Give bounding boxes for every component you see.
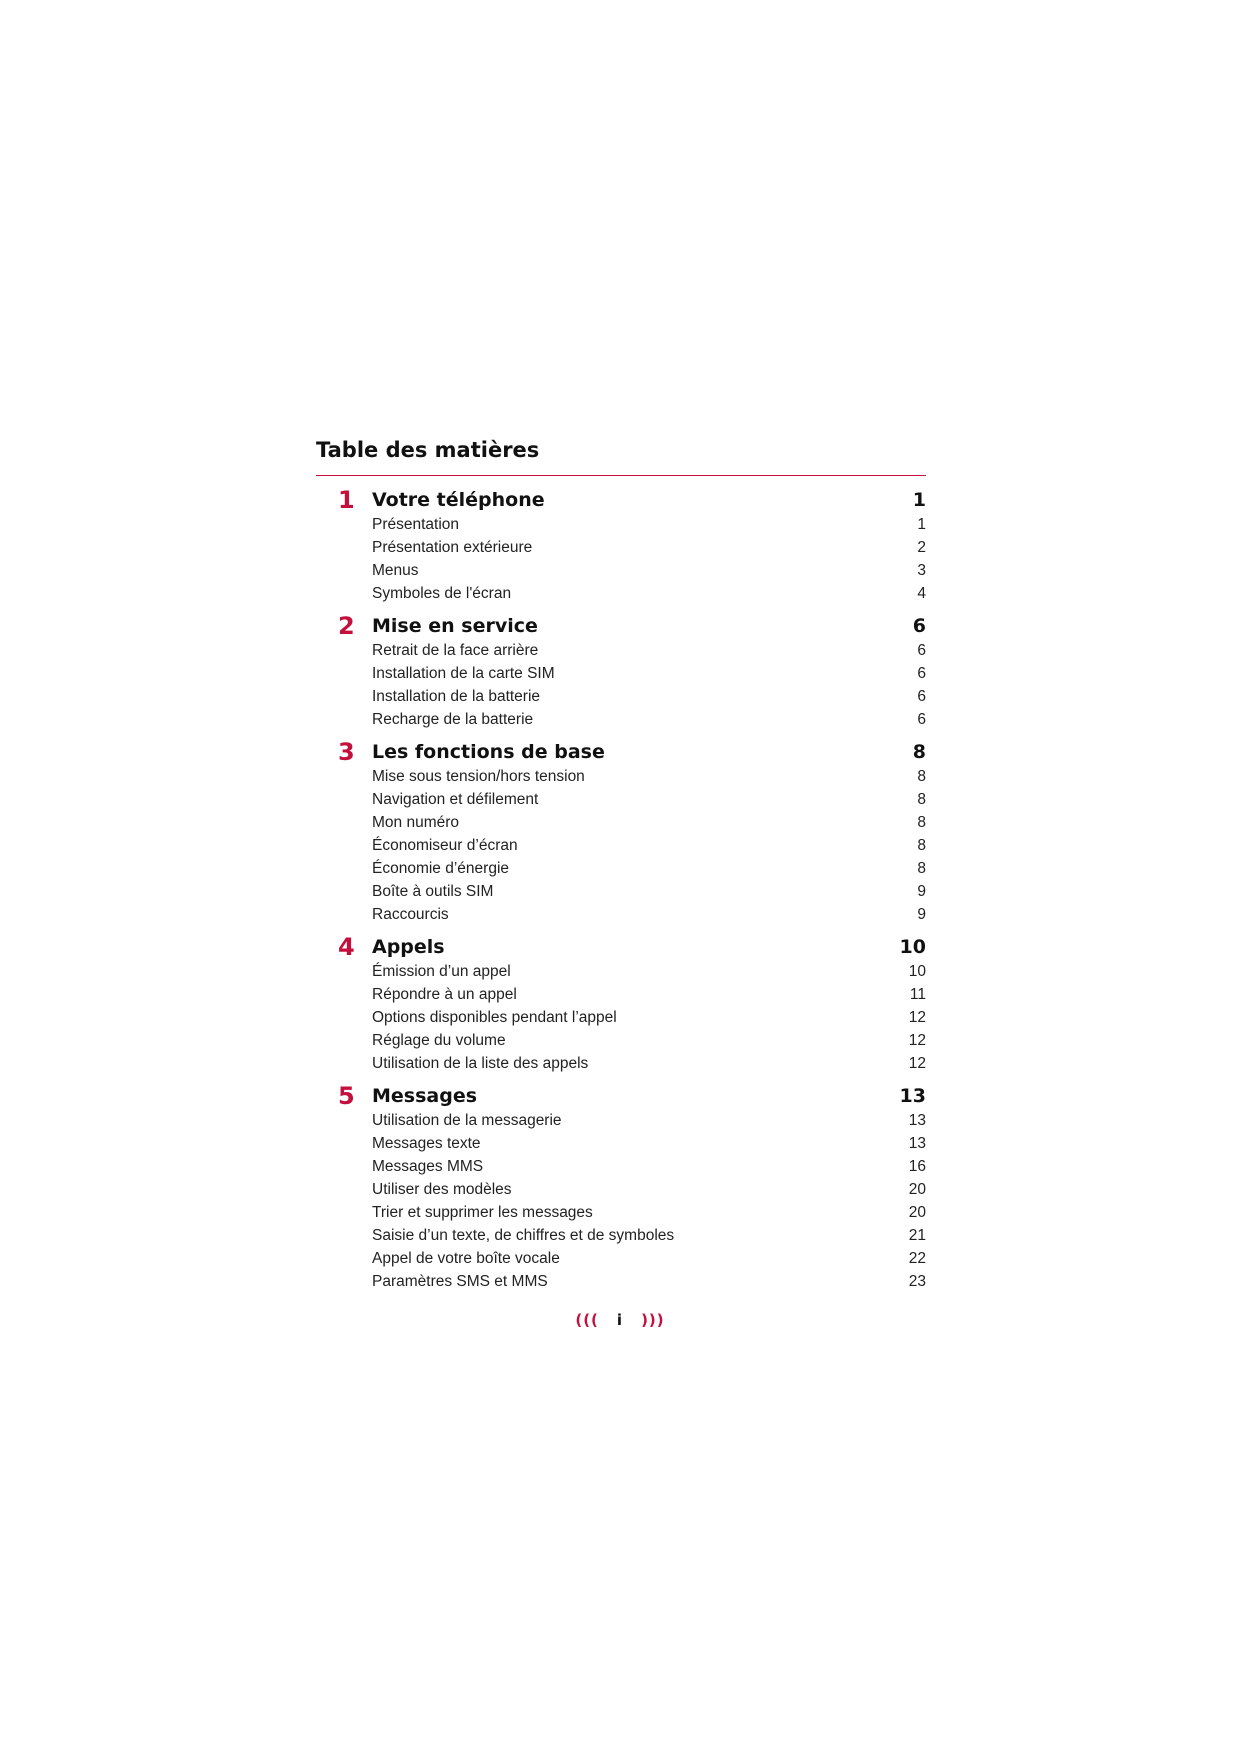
toc-entry-label: Symboles de l'écran [372,585,512,602]
toc-entry-page-number: 11 [909,986,926,1003]
toc-entry[interactable] [316,767,926,790]
toc-entry[interactable] [316,538,926,561]
toc-entry-page-number: 21 [908,1227,926,1244]
toc-entry-label: Boîte à outils SIM [372,883,494,900]
toc-entry-label: Économie d’énergie [372,860,510,877]
chapter-number: 3 [338,738,355,766]
toc-chapter-heading[interactable] [316,932,926,962]
toc-entry-page-number: 12 [908,1032,926,1049]
toc-entry-page-number: 8 [917,768,926,785]
toc-chapter-heading[interactable] [316,611,926,641]
toc-entry-label: Paramètres SMS et MMS [372,1273,548,1290]
toc-entry-page-number: 6 [917,642,926,659]
toc-entry-label: Appel de votre boîte vocale [372,1250,560,1267]
toc-entry-label: Présentation extérieure [372,539,533,556]
toc-entry-page-number: 12 [908,1055,926,1072]
toc-entry-page-number: 1 [917,516,926,533]
toc-entry-label: Utilisation de la messagerie [372,1112,562,1129]
toc-entry-page-number: 13 [908,1135,926,1152]
toc-entry-page-number: 8 [917,837,926,854]
toc-entry[interactable] [316,1272,926,1295]
toc-entry-label: Mon numéro [372,814,460,831]
toc-entry-label: Navigation et défilement [372,791,539,808]
toc-entry-page-number: 23 [908,1273,926,1290]
toc-entry-page-number: 6 [917,711,926,728]
toc-entry-page-number: 22 [908,1250,926,1267]
toc-entry-label: Présentation [372,516,460,533]
chapter-page-number: 10 [899,936,926,958]
toc-entry-label: Émission d’un appel [372,963,511,980]
chapter-page-number: 8 [912,741,926,763]
chapter-title: Messages [372,1085,478,1107]
toc-entry-label: Options disponibles pendant l’appel [372,1009,617,1026]
toc-chapter [316,932,926,1077]
chapter-title: Mise en service [372,615,538,637]
toc-entry-label: Économiseur d’écran [372,837,518,854]
toc-entry[interactable] [316,687,926,710]
toc-entry[interactable] [316,1054,926,1077]
toc-entry[interactable] [316,710,926,733]
toc-entry-page-number: 9 [917,883,926,900]
toc-chapter-heading[interactable] [316,485,926,515]
toc-entry[interactable] [316,1180,926,1203]
toc-entry-page-number: 6 [917,665,926,682]
toc-entry[interactable] [316,1249,926,1272]
toc-entry[interactable] [316,1008,926,1031]
chapter-page-number: 13 [899,1085,926,1107]
toc-entry-page-number: 9 [917,906,926,923]
toc-entry-page-number: 16 [908,1158,926,1175]
toc-entry-page-number: 20 [908,1181,926,1198]
title-divider [316,475,926,476]
toc-entry[interactable] [316,664,926,687]
toc-entry[interactable] [316,813,926,836]
toc-chapter-heading[interactable] [316,1081,926,1111]
chapter-number: 1 [338,486,355,514]
toc-entry-page-number: 10 [908,963,926,980]
toc-entry[interactable] [316,1203,926,1226]
toc-entry[interactable] [316,859,926,882]
toc-entry[interactable] [316,561,926,584]
toc-entry[interactable] [316,905,926,928]
toc-entry-label: Installation de la carte SIM [372,665,555,682]
toc-entry-label: Retrait de la face arrière [372,642,539,659]
toc-entry-page-number: 8 [917,860,926,877]
toc-entry-label: Messages MMS [372,1158,484,1175]
toc-chapter-heading[interactable] [316,737,926,767]
toc-entry-label: Utiliser des modèles [372,1181,512,1198]
toc-entry[interactable] [316,1226,926,1249]
chapter-page-number: 6 [912,615,926,637]
toc-entry-page-number: 12 [908,1009,926,1026]
table-of-contents [316,485,926,1299]
toc-entry-page-number: 3 [917,562,926,579]
toc-entry-label: Répondre à un appel [372,986,517,1003]
toc-entry-page-number: 2 [917,539,926,556]
page-footer [0,1311,1240,1329]
toc-entry-label: Messages texte [372,1135,481,1152]
chapter-number: 2 [338,612,355,640]
footer-right-mark: ))) [641,1311,665,1329]
toc-chapter [316,611,926,733]
footer-left-mark: ((( [575,1311,599,1329]
toc-entry[interactable] [316,641,926,664]
toc-entry[interactable] [316,962,926,985]
toc-chapter [316,485,926,607]
toc-entry[interactable] [316,882,926,905]
chapter-title: Votre téléphone [372,489,545,511]
toc-entry[interactable] [316,985,926,1008]
page-title: Table des matières [316,438,540,462]
toc-entry-page-number: 8 [917,814,926,831]
toc-entry[interactable] [316,584,926,607]
toc-entry-label: Installation de la batterie [372,688,541,705]
chapter-number: 4 [338,933,355,961]
chapter-page-number: 1 [912,489,926,511]
toc-entry-page-number: 8 [917,791,926,808]
toc-chapter [316,737,926,928]
toc-entry-page-number: 4 [917,585,926,602]
toc-entry-label: Utilisation de la liste des appels [372,1055,589,1072]
toc-entry[interactable] [316,1111,926,1134]
footer-page-number: i [616,1311,624,1329]
toc-entry-page-number: 13 [908,1112,926,1129]
toc-entry-label: Raccourcis [372,906,449,923]
toc-entry-label: Trier et supprimer les messages [372,1204,593,1221]
toc-entry-label: Réglage du volume [372,1032,506,1049]
toc-entry-label: Saisie d’un texte, de chiffres et de symboles [372,1227,675,1244]
toc-entry[interactable] [316,836,926,859]
toc-entry[interactable] [316,1031,926,1054]
toc-entry[interactable] [316,790,926,813]
toc-entry-label: Recharge de la batterie [372,711,534,728]
toc-entry-page-number: 6 [917,688,926,705]
toc-entry[interactable] [316,1134,926,1157]
toc-entry-label: Mise sous tension/hors tension [372,768,585,785]
chapter-title: Appels [372,936,445,958]
chapter-number: 5 [338,1082,355,1110]
toc-chapter [316,1081,926,1295]
toc-entry-page-number: 20 [908,1204,926,1221]
toc-entry[interactable] [316,1157,926,1180]
chapter-title: Les fonctions de base [372,741,605,763]
toc-entry[interactable] [316,515,926,538]
toc-entry-label: Menus [372,562,419,579]
